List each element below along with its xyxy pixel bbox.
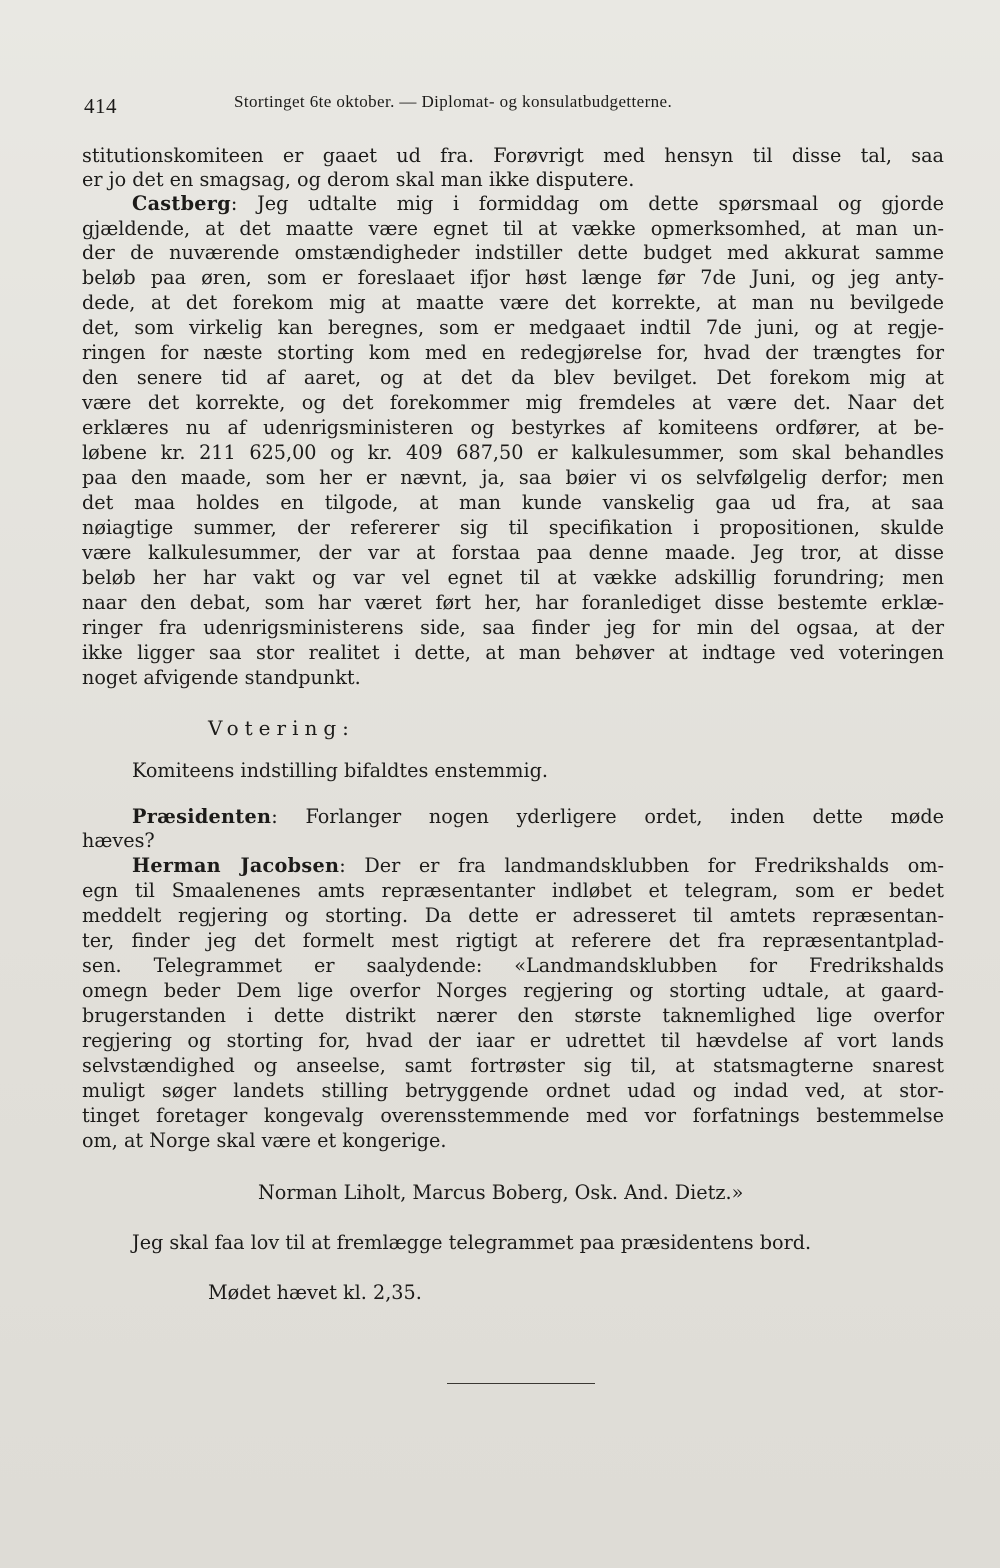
text-line: dede, at det forekom mig at maatte være det korrekte, at man nu bevilgede (82, 291, 944, 314)
text-line: naar den debat, som har været ført her, har foranlediget disse bestemte erklæ- (82, 591, 944, 614)
text-line: meddelt regjering og storting. Da dette er adresseret til amtets repræsentan- (82, 904, 944, 927)
text-line: muligt søger landets stilling betryggende ordnet udad og indad ved, at stor- (82, 1079, 944, 1102)
speaker-name: Castberg (132, 192, 231, 215)
running-head: Stortinget 6te oktober. — Diplomat- og konsulatbudgetterne. (234, 92, 673, 111)
closing-statement: Jeg skal faa lov til at fremlægge telegrammet paa præsidentens bord. (132, 1231, 812, 1254)
text-line: selvstændighed og anseelse, samt fortrøster sig til, at statsmagterne snarest (82, 1054, 944, 1077)
text-line: om, at Norge skal være et kongerige. (82, 1129, 447, 1152)
text-line: beløb paa øren, som er foreslaaet ifjor høst længe før 7de Juni, og jeg anty- (82, 266, 944, 289)
text-line: det, som virkelig kan beregnes, som er medgaaet indtil 7de juni, og at regje- (82, 316, 944, 339)
text-line: gjældende, at det maatte være egnet til at vække opmerksomhed, at man un- (82, 217, 944, 240)
text-line: egn til Smaalenenes amts repræsentanter indløbet et telegram, som er bedet (82, 879, 944, 902)
speaker-name: Herman Jacobsen (132, 854, 340, 877)
section-heading-votering: Votering: (208, 716, 355, 740)
text-line: noget afvigende standpunkt. (82, 666, 361, 689)
text-line: beløb her har vakt og var vel egnet til at vække adskillig forundring; men (82, 566, 944, 589)
text-line: hæves? (82, 829, 155, 852)
text-line: ter, finder jeg det formelt mest rigtigt at referere det fra repræsentantplad- (82, 929, 944, 952)
speech-castberg: Castberg: Jeg udtalte mig i formiddag om dette spørsmaal og gjorde (132, 192, 944, 215)
text-line: erklæres nu af udenrigsministeren og bestyrkes af komiteens ordfører, at be- (82, 416, 944, 439)
telegram-signatures: Norman Liholt, Marcus Boberg, Osk. And. Dietz.» (258, 1181, 744, 1204)
speaker-name: Præsidenten (132, 805, 272, 828)
speech-jacobsen: Herman Jacobsen: Der er fra landmandsklubben for Fredrikshalds om- (132, 854, 944, 877)
text-line: den senere tid af aaret, og at det da blev bevilget. Det forekom mig at (82, 366, 944, 389)
text-line: nøiagtige summer, der refererer sig til specifikation i propositionen, skulde (82, 516, 944, 539)
vote-result: Komiteens indstilling bifaldtes enstemmig. (132, 759, 548, 782)
text-line: omegn beder Dem lige overfor Norges regjering og storting udtale, at gaard- (82, 979, 944, 1002)
text-line: tinget foretager kongevalg overensstemmende med vor forfatnings bestemmelse (82, 1104, 944, 1127)
meeting-adjourned: Mødet hævet kl. 2,35. (208, 1281, 422, 1304)
text-line: være det korrekte, og det forekommer mig fremdeles at være det. Naar det (82, 391, 944, 414)
text-line: sen. Telegrammet er saalydende: «Landmandsklubben for Fredrikshalds (82, 954, 944, 977)
text-line: ringen for næste storting kom med en redegjørelse for, hvad der trængtes for (82, 341, 944, 364)
text-line: brugerstanden i dette distrikt nærer den største taknemlighed lige overfor (82, 1004, 944, 1027)
text-line: regjering og storting for, hvad der iaar er udrettet til hævdelse af vort lands (82, 1029, 944, 1052)
text-line: er jo det en smagsag, og derom skal man ikke disputere. (82, 168, 635, 191)
text-line: ringer fra udenrigsministerens side, saa finder jeg for min del ogsaa, at der (82, 616, 944, 639)
text-line: løbene kr. 211 625,00 og kr. 409 687,50 er kalkulesummer, som skal behandles (82, 441, 944, 464)
speech-praesidenten: Præsidenten: Forlanger nogen yderligere ordet, inden dette møde (132, 805, 944, 828)
text-line: det maa holdes en tilgode, at man kunde vanskelig gaa ud fra, at saa (82, 491, 944, 514)
text-line: der de nuværende omstændigheder indstiller dette budget med akkurat samme (82, 241, 944, 264)
page-number: 414 (84, 94, 117, 118)
text-line: ikke ligger saa stor realitet i dette, at man behøver at indtage ved voteringen (82, 641, 944, 664)
text-line: stitutionskomiteen er gaaet ud fra. Forøvrigt med hensyn til disse tal, saa (82, 144, 944, 167)
text-line: være kalkulesummer, der var at forstaa paa denne maade. Jeg tror, at disse (82, 541, 944, 564)
end-rule (447, 1383, 595, 1384)
text-line: paa den maade, som her er nævnt, ja, saa bøier vi os selvfølgelig derfor; men (82, 466, 944, 489)
